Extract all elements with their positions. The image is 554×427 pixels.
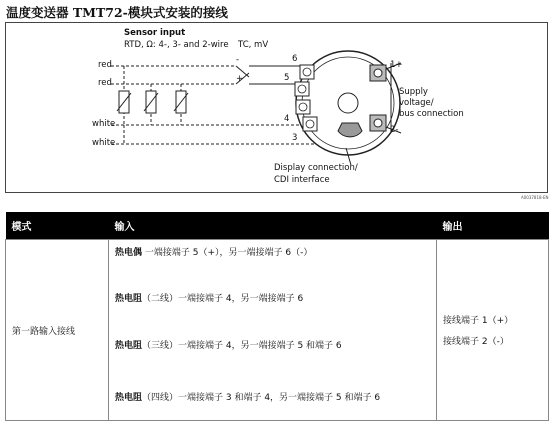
- terminal-number-5: 5: [284, 73, 290, 83]
- rtd-label: RTD, Ω: 4-, 3- and 2-wire: [124, 40, 229, 50]
- tc-plus-sign: +: [236, 74, 244, 84]
- input-line-4: 热电阻（四线）一端接端子 3 和端子 4，另一端接端子 5 和端子 6: [115, 393, 381, 403]
- wire-label-red-2: red: [98, 78, 112, 88]
- input-line-2: 热电阻（二线）一端接端子 4，另一端接端子 6: [115, 294, 304, 304]
- wire-label-red-1: red: [98, 60, 112, 70]
- wire-label-white-2: white: [92, 138, 116, 148]
- display-label-line-1: Display connection/: [274, 163, 358, 173]
- supply-label-line-1: Supply: [399, 87, 428, 97]
- wiring-table: [5, 212, 549, 421]
- mode-cell: 第一路输入接线: [6, 240, 109, 421]
- header-mode: 模式: [6, 212, 109, 240]
- tc-label: TC, mV: [238, 40, 269, 50]
- page-title: 温度变送器 TMT72-模块式安装的接线: [6, 5, 228, 20]
- figure-code: A0037818-EN: [521, 195, 549, 200]
- input-cell: [109, 240, 437, 421]
- table-row: [6, 240, 549, 421]
- header-input: 输入: [109, 212, 437, 240]
- terminal-number-4: 4: [284, 114, 290, 124]
- terminal-number-3: 3: [292, 133, 298, 143]
- input-line-1: 热电偶 一端接端子 5（+），另一端接端子 6（-）: [115, 248, 313, 258]
- terminal-number-6: 6: [292, 54, 298, 64]
- center-hole: [338, 93, 358, 113]
- output-line-1: 接线端子 1（+）: [443, 316, 514, 326]
- header-output: 输出: [437, 212, 549, 240]
- tc-minus-sign: -: [236, 55, 240, 65]
- display-connector: [338, 123, 362, 137]
- input-line-3: 热电阻（三线）一端接端子 4，另一端接端子 5 和端子 6: [115, 341, 342, 351]
- output-cell: [437, 240, 549, 421]
- wire-label-white-1: white: [92, 119, 116, 129]
- output-line-2: 接线端子 2（-）: [443, 337, 509, 347]
- display-label-line-2: CDI interface: [274, 175, 330, 185]
- terminal-2-label: 2-: [390, 125, 399, 135]
- supply-label-line-3: bus connection: [399, 109, 464, 119]
- sensor-input-title: Sensor input: [124, 28, 186, 38]
- terminal-1-label: 1+: [390, 60, 403, 70]
- table-header-row: [6, 212, 549, 240]
- supply-label-line-2: voltage/: [399, 98, 434, 108]
- wiring-diagram: [5, 22, 548, 193]
